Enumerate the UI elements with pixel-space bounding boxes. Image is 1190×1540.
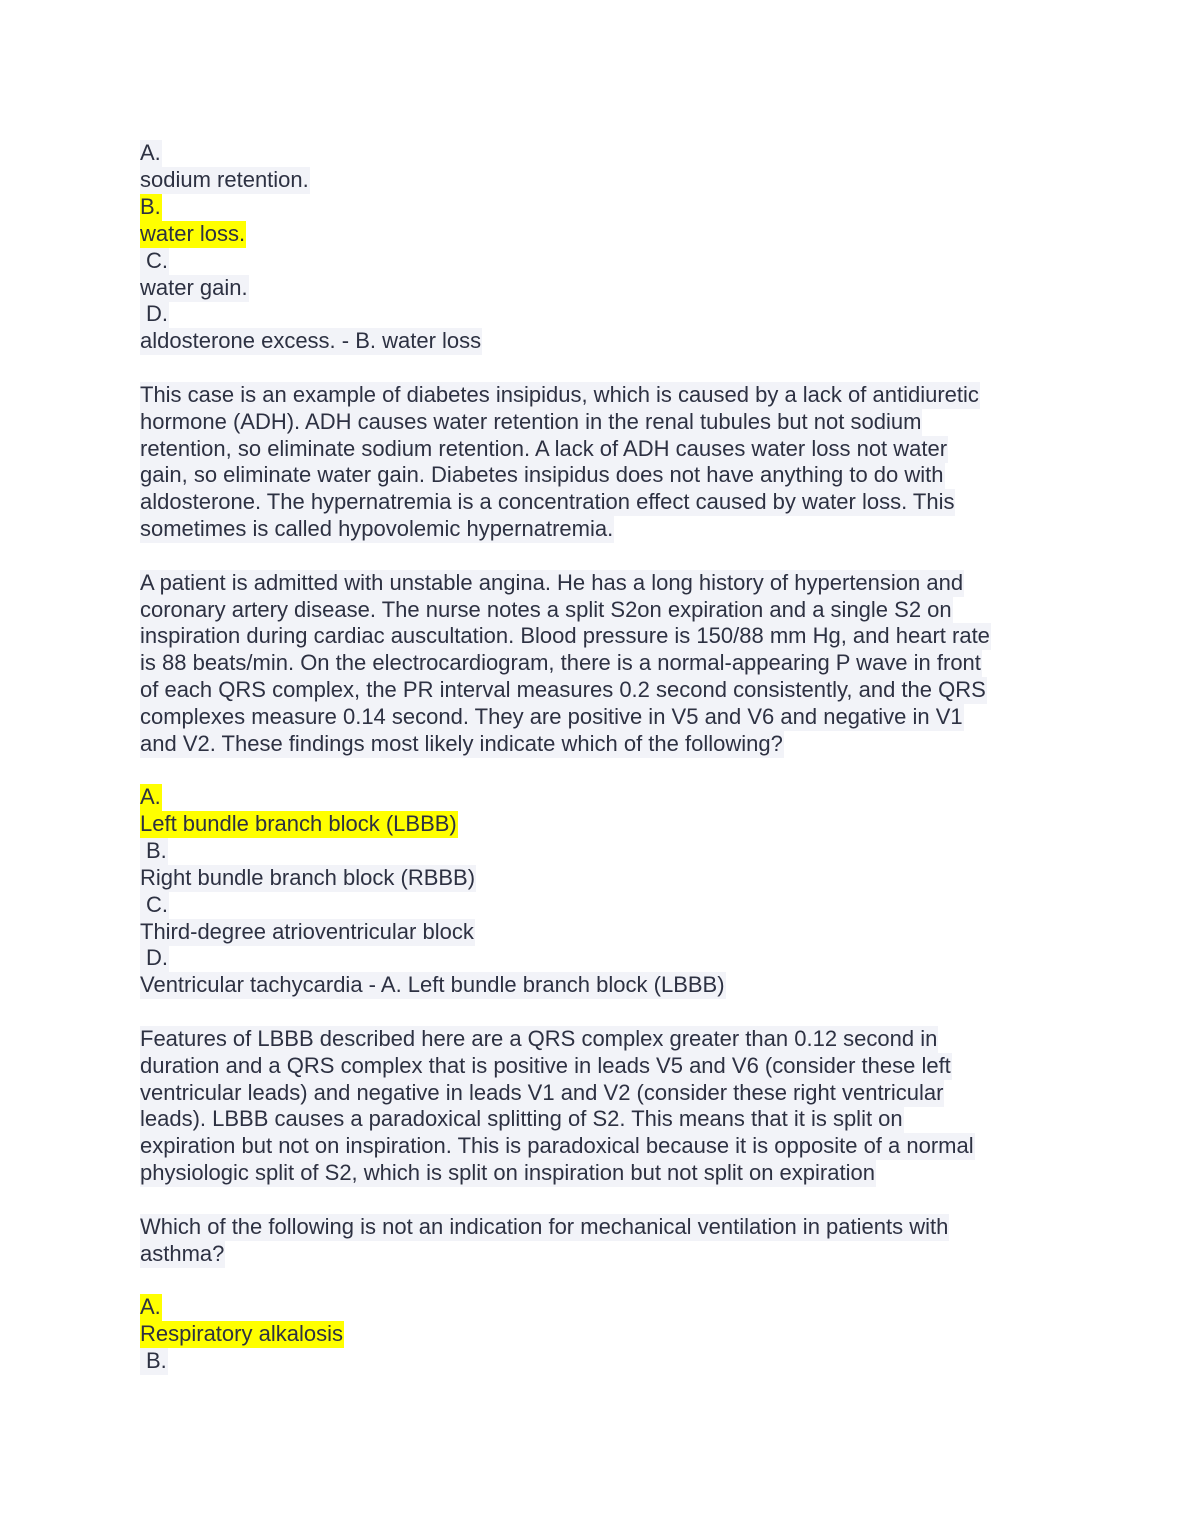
- q2-stem-line: coronary artery disease. The nurse notes a split S2on expiration and a single S2 on: [140, 597, 952, 622]
- q3-stem-line: Which of the following is not an indication for mechanical ventilation in patients with: [140, 1214, 949, 1239]
- q2-option-a-text: Left bundle branch block (LBBB): [140, 811, 457, 836]
- q1-option-a-text: sodium retention.: [140, 167, 309, 192]
- q2-option-d-letter: D.: [140, 945, 169, 972]
- q2-stem-line: and V2. These findings most likely indicate which of the following?: [140, 731, 783, 756]
- q2-rationale-line: physiologic split of S2, which is split on inspiration but not split on expiration: [140, 1160, 875, 1185]
- q2-rationale-line: leads). LBBB causes a paradoxical splitting of S2. This means that it is split on: [140, 1106, 903, 1131]
- q2-stem-line: A patient is admitted with unstable angina. He has a long history of hypertension and: [140, 570, 964, 595]
- q1-option-a-letter: A.: [140, 140, 161, 165]
- q2-option-d-text: Ventricular tachycardia - A. Left bundle branch block (LBBB): [140, 972, 725, 997]
- q2-stem-line: complexes measure 0.14 second. They are positive in V5 and V6 and negative in V1: [140, 704, 963, 729]
- q2-stem-line: is 88 beats/min. On the electrocardiogram, there is a normal-appearing P wave in front: [140, 650, 981, 675]
- q1-option-d-text: aldosterone excess. - B. water loss: [140, 328, 482, 353]
- q3-option-b-letter: B.: [140, 1348, 168, 1375]
- q2-rationale-line: expiration but not on inspiration. This is paradoxical because it is opposite of a normal: [140, 1133, 974, 1158]
- q2-option-c-text: Third-degree atrioventricular block: [140, 919, 474, 944]
- q1-rationale-line: aldosterone. The hypernatremia is a concentration effect caused by water loss. This: [140, 489, 955, 514]
- q1-rationale-line: hormone (ADH). ADH causes water retention in the renal tubules but not sodium: [140, 409, 922, 434]
- q2-option-b-text: Right bundle branch block (RBBB): [140, 865, 476, 890]
- q3-stem-line: asthma?: [140, 1241, 225, 1266]
- q1-option-b-letter: B.: [140, 194, 161, 219]
- q2-option-b-letter: B.: [140, 838, 168, 865]
- q3-option-a-letter: A.: [140, 1294, 161, 1319]
- q3-option-a-text: Respiratory alkalosis: [140, 1321, 343, 1346]
- q2-rationale-line: ventricular leads) and negative in leads V1 and V2 (consider these right ventricular: [140, 1080, 944, 1105]
- q2-rationale-line: Features of LBBB described here are a QRS complex greater than 0.12 second in: [140, 1026, 938, 1051]
- q2-stem-line: inspiration during cardiac auscultation. Blood pressure is 150/88 mm Hg, and heart rate: [140, 623, 990, 648]
- q1-option-b-text: water loss.: [140, 221, 246, 246]
- q2-stem-line: of each QRS complex, the PR interval measures 0.2 second consistently, and the QRS: [140, 677, 986, 702]
- q2-option-c-letter: C.: [140, 892, 169, 919]
- q1-rationale-line: gain, so eliminate water gain. Diabetes insipidus does not have anything to do with: [140, 462, 944, 487]
- q1-rationale-line: sometimes is called hypovolemic hypernatremia.: [140, 516, 614, 541]
- q2-rationale-line: duration and a QRS complex that is positive in leads V5 and V6 (consider these left: [140, 1053, 951, 1078]
- q1-rationale-line: retention, so eliminate sodium retention. A lack of ADH causes water loss not water: [140, 436, 948, 461]
- q1-option-c-letter: C.: [140, 248, 169, 275]
- q1-option-d-letter: D.: [140, 301, 169, 328]
- q2-option-a-letter: A.: [140, 784, 161, 809]
- q1-option-c-text: water gain.: [140, 275, 248, 300]
- q1-rationale-line: This case is an example of diabetes insipidus, which is caused by a lack of antidiuretic: [140, 382, 979, 407]
